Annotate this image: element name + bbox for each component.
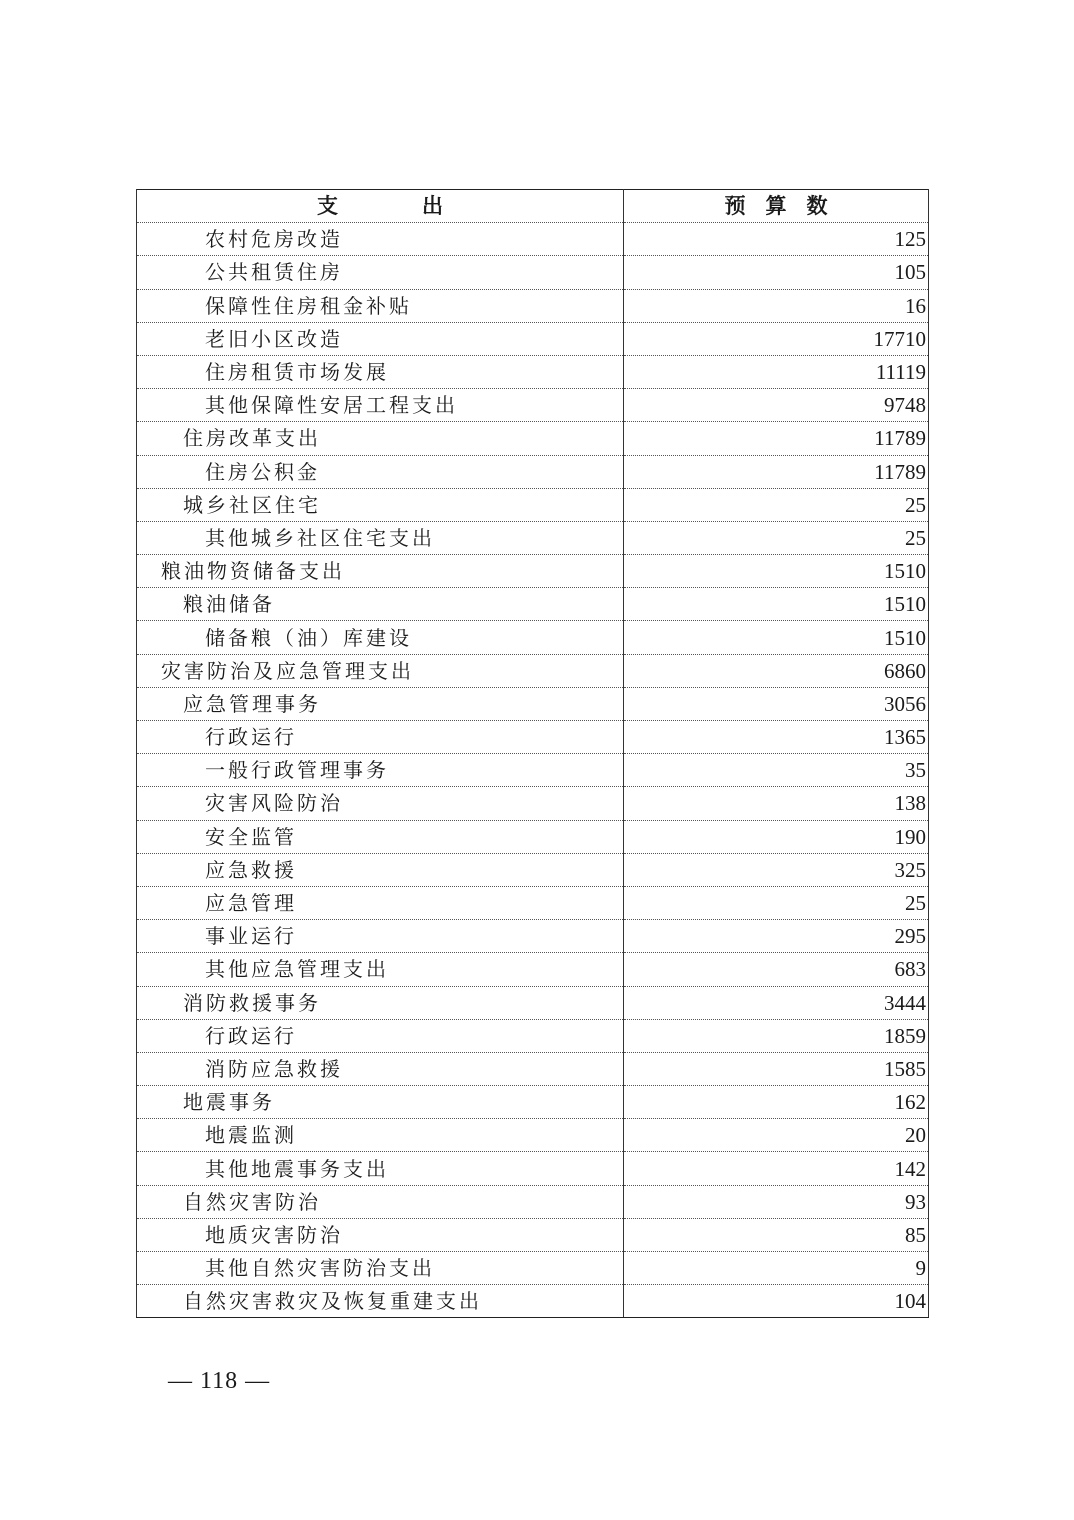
table-row	[137, 1152, 929, 1185]
table-row	[137, 1119, 929, 1152]
row-item-value: 25	[624, 488, 929, 521]
row-item-value: 125	[624, 223, 929, 256]
row-item-value: 3056	[624, 687, 929, 720]
row-item-value: 142	[624, 1152, 929, 1185]
table-row	[137, 820, 929, 853]
table-row	[137, 1218, 929, 1251]
page-number: — 118 —	[168, 1368, 271, 1394]
table-row	[137, 853, 929, 886]
table-row	[137, 422, 929, 455]
table-row	[137, 721, 929, 754]
row-item-value: 1510	[624, 588, 929, 621]
row-item-value: 6860	[624, 654, 929, 687]
row-item-name: 消防应急救援	[137, 1052, 624, 1085]
row-item-name: 公共租赁住房	[137, 256, 624, 289]
table-row	[137, 1019, 929, 1052]
row-item-value: 20	[624, 1119, 929, 1152]
table-row	[137, 1285, 929, 1318]
row-item-name: 自然灾害救灾及恢复重建支出	[137, 1285, 624, 1318]
row-item-name: 应急管理	[137, 886, 624, 919]
table-body	[137, 223, 929, 1318]
table-row	[137, 1185, 929, 1218]
row-item-name: 其他保障性安居工程支出	[137, 389, 624, 422]
row-item-value: 1585	[624, 1052, 929, 1085]
row-item-name: 事业运行	[137, 920, 624, 953]
table-row	[137, 953, 929, 986]
row-item-value: 104	[624, 1285, 929, 1318]
row-item-value: 9	[624, 1252, 929, 1285]
row-item-value: 105	[624, 256, 929, 289]
row-item-value: 11789	[624, 422, 929, 455]
table-row	[137, 289, 929, 322]
row-item-value: 9748	[624, 389, 929, 422]
table-row	[137, 654, 929, 687]
table-row	[137, 588, 929, 621]
table-row	[137, 754, 929, 787]
table-row	[137, 1052, 929, 1085]
row-item-name: 行政运行	[137, 721, 624, 754]
table-row	[137, 322, 929, 355]
table-header-row	[137, 190, 929, 223]
row-item-name: 其他应急管理支出	[137, 953, 624, 986]
row-item-value: 17710	[624, 322, 929, 355]
row-item-name: 粮油物资储备支出	[137, 555, 624, 588]
row-item-name: 住房改革支出	[137, 422, 624, 455]
table-row	[137, 521, 929, 554]
row-item-name: 储备粮（油）库建设	[137, 621, 624, 654]
header-expenditure: 支出	[137, 190, 624, 223]
row-item-value: 325	[624, 853, 929, 886]
header-budget-amount: 预算数	[624, 190, 929, 223]
row-item-value: 190	[624, 820, 929, 853]
table-row	[137, 1086, 929, 1119]
row-item-name: 灾害风险防治	[137, 787, 624, 820]
table-row	[137, 555, 929, 588]
row-item-value: 85	[624, 1218, 929, 1251]
table-row	[137, 256, 929, 289]
table-row	[137, 1252, 929, 1285]
row-item-name: 住房公积金	[137, 455, 624, 488]
row-item-name: 消防救援事务	[137, 986, 624, 1019]
row-item-value: 1365	[624, 721, 929, 754]
row-item-name: 粮油储备	[137, 588, 624, 621]
row-item-value: 35	[624, 754, 929, 787]
row-item-name: 灾害防治及应急管理支出	[137, 654, 624, 687]
row-item-name: 地质灾害防治	[137, 1218, 624, 1251]
row-item-value: 1510	[624, 621, 929, 654]
table-row	[137, 455, 929, 488]
row-item-name: 地震监测	[137, 1119, 624, 1152]
row-item-name: 农村危房改造	[137, 223, 624, 256]
table-row	[137, 986, 929, 1019]
row-item-value: 11119	[624, 355, 929, 388]
row-item-value: 683	[624, 953, 929, 986]
row-item-name: 其他地震事务支出	[137, 1152, 624, 1185]
row-item-name: 应急救援	[137, 853, 624, 886]
row-item-name: 行政运行	[137, 1019, 624, 1052]
budget-table	[136, 189, 929, 1318]
table-row	[137, 621, 929, 654]
row-item-value: 16	[624, 289, 929, 322]
table-row	[137, 920, 929, 953]
row-item-value: 1510	[624, 555, 929, 588]
row-item-name: 老旧小区改造	[137, 322, 624, 355]
row-item-name: 应急管理事务	[137, 687, 624, 720]
row-item-name: 地震事务	[137, 1086, 624, 1119]
row-item-name: 一般行政管理事务	[137, 754, 624, 787]
row-item-value: 295	[624, 920, 929, 953]
table-row	[137, 355, 929, 388]
row-item-value: 162	[624, 1086, 929, 1119]
row-item-name: 保障性住房租金补贴	[137, 289, 624, 322]
row-item-name: 城乡社区住宅	[137, 488, 624, 521]
row-item-name: 安全监管	[137, 820, 624, 853]
table-row	[137, 787, 929, 820]
row-item-value: 1859	[624, 1019, 929, 1052]
row-item-name: 其他自然灾害防治支出	[137, 1252, 624, 1285]
row-item-value: 25	[624, 886, 929, 919]
row-item-name: 自然灾害防治	[137, 1185, 624, 1218]
table-row	[137, 223, 929, 256]
table-row	[137, 886, 929, 919]
table-row	[137, 389, 929, 422]
table-row	[137, 488, 929, 521]
row-item-value: 138	[624, 787, 929, 820]
row-item-value: 93	[624, 1185, 929, 1218]
row-item-name: 住房租赁市场发展	[137, 355, 624, 388]
row-item-value: 11789	[624, 455, 929, 488]
row-item-value: 3444	[624, 986, 929, 1019]
row-item-value: 25	[624, 521, 929, 554]
row-item-name: 其他城乡社区住宅支出	[137, 521, 624, 554]
table-row	[137, 687, 929, 720]
